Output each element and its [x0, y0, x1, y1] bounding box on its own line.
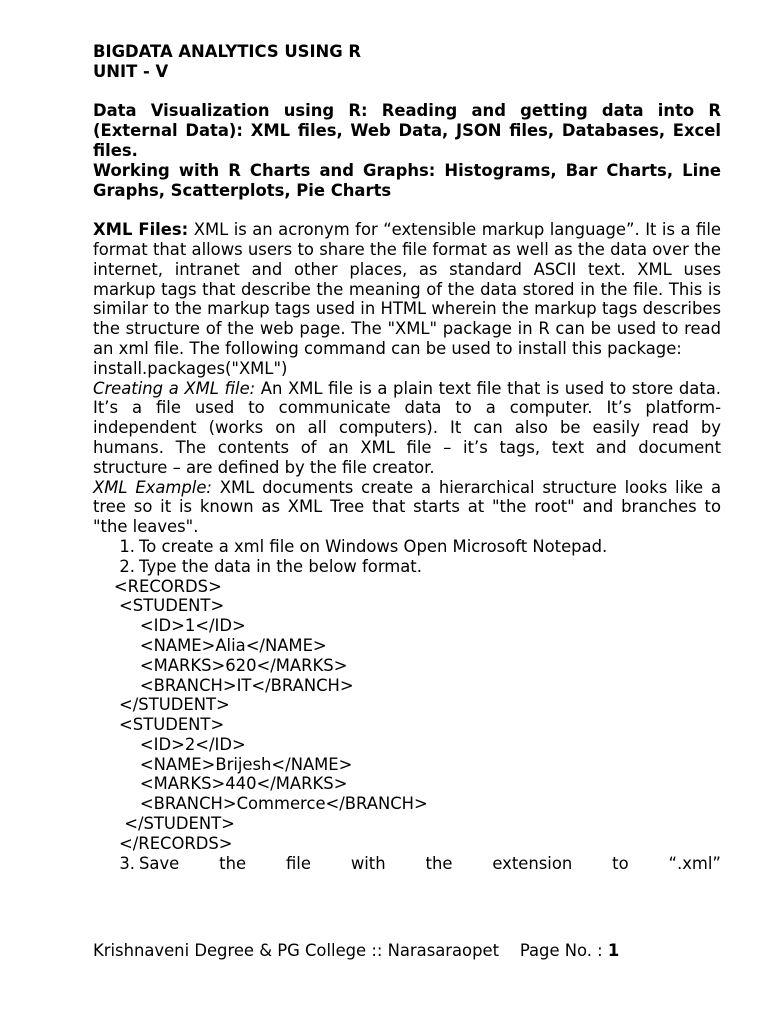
- topic-charts: Working with R Charts and Graphs: Histograms, Bar Charts, Line Graphs, Scatterplots, Pie Charts: [93, 160, 721, 200]
- step-word: Save: [139, 853, 180, 873]
- code-line: <NAME>Brijesh</NAME>: [93, 754, 353, 774]
- xml-example-text: XML documents create a hierarchical structure looks like a tree so it is known as XML Tree that starts at "the root" and branches to "the leaves".: [93, 477, 722, 537]
- step-word: to: [612, 853, 629, 873]
- xml-example-paragraph: [93, 478, 721, 537]
- xml-files-label: XML Files:: [93, 220, 189, 240]
- page-number: 1: [607, 941, 620, 960]
- list-item: [93, 557, 721, 577]
- code-line: <NAME>Alia</NAME>: [93, 635, 327, 655]
- unit-label: UNIT - V: [93, 61, 169, 81]
- code-line: <ID>2</ID>: [93, 734, 246, 754]
- step-text: To create a xml file on Windows Open Microsoft Notepad.: [139, 536, 608, 556]
- step-number: 1.: [119, 536, 135, 556]
- step-text: Type the data in the below format.: [139, 556, 422, 576]
- step-word: extension: [492, 853, 573, 873]
- creating-xml-paragraph: [93, 379, 721, 478]
- code-line: </STUDENT>: [93, 695, 230, 715]
- list-item: [93, 854, 721, 874]
- spacer: [93, 82, 721, 102]
- document-page: [93, 42, 721, 873]
- code-line: </RECORDS>: [93, 833, 233, 853]
- install-command: install.packages("XML"): [93, 358, 288, 378]
- code-line: <ID>1</ID>: [93, 616, 246, 636]
- topic-visualization: Data Visualization using R: Reading and getting data into R (External Data): XML files, Web Data, JSON files, Databases, Excel files.: [93, 101, 721, 160]
- step-word: the: [219, 853, 247, 873]
- steps-list-continued: [93, 854, 721, 874]
- page-footer: [93, 941, 619, 961]
- code-line: <MARKS>620</MARKS>: [93, 655, 348, 675]
- spacer: [93, 200, 721, 220]
- code-line: <STUDENT>: [93, 596, 225, 616]
- code-line: <BRANCH>IT</BRANCH>: [93, 675, 354, 695]
- step-number: 3.: [119, 853, 135, 873]
- xml-files-paragraph: [93, 220, 721, 359]
- code-line: <STUDENT>: [93, 715, 225, 735]
- creating-xml-text: An XML file is a plain text file that is used to store data. It’s a file used to communicate data to a computer. It’s platform-independent (works on all computers). It can also be easily read by humans. The contents of an XML file – it’s tags, text and document structure – are defined by the file creator.: [93, 378, 721, 477]
- step-text: [139, 854, 721, 874]
- step-word: with: [350, 853, 386, 873]
- code-line: <MARKS>440</MARKS>: [93, 774, 348, 794]
- footer-text: Krishnaveni Degree & PG College :: Narasaraopet Page No. :: [93, 941, 608, 960]
- step-word: file: [285, 853, 311, 873]
- xml-files-text: XML is an acronym for “extensible markup language”. It is a file format that allows users to share the file format as well as the data over the internet, intranet and other places, as standard ASCII text. XML uses markup tags that describe the meaning of the data stored in the file. This is similar to the markup tags used in HTML wherein the markup tags describes the structure of the web page. The "XML" package in R can be used to read an xml file. The following command can be used to install this package:: [93, 220, 721, 358]
- steps-list: [93, 537, 721, 577]
- step-word: the: [425, 853, 453, 873]
- code-line: </STUDENT>: [93, 814, 235, 834]
- document-title: BIGDATA ANALYTICS USING R: [93, 42, 362, 61]
- xml-code-block: [93, 577, 721, 854]
- code-line: <RECORDS>: [93, 576, 222, 596]
- creating-xml-label: Creating a XML file:: [93, 378, 256, 398]
- xml-example-label: XML Example:: [93, 477, 212, 497]
- code-line: <BRANCH>Commerce</BRANCH>: [93, 794, 428, 814]
- step-number: 2.: [119, 556, 135, 576]
- step-word: “.xml”: [668, 853, 721, 873]
- list-item: [93, 537, 721, 557]
